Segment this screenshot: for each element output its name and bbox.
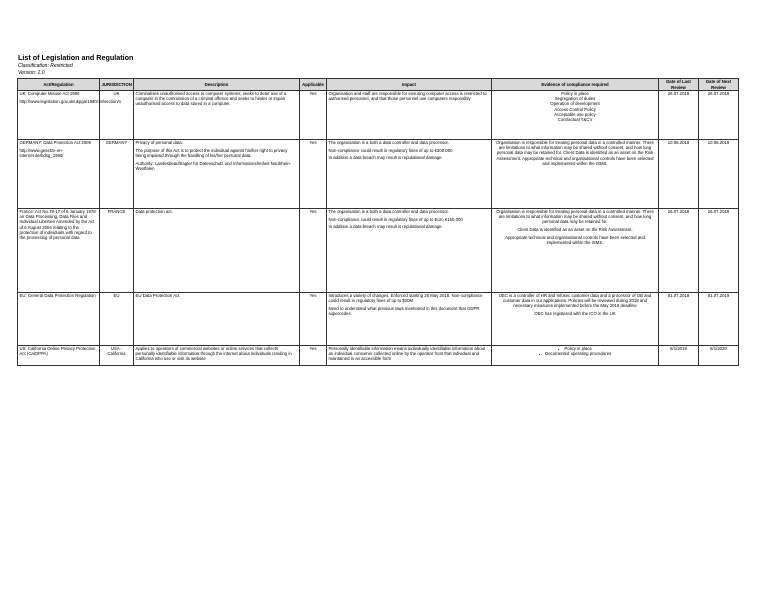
evidence-list bbox=[494, 346, 657, 356]
jurisdiction-cell: USA - California bbox=[100, 346, 134, 366]
version-label: Version: 1.0 bbox=[18, 70, 45, 76]
next-review-cell: 01.07.2019 bbox=[699, 293, 739, 346]
act-cell: EU: General Data Protection Regulation bbox=[18, 293, 100, 346]
last-review-cell: 26.07.2018 bbox=[659, 209, 699, 293]
header-row bbox=[18, 79, 739, 91]
last-review-cell: 6/1/2019 bbox=[659, 346, 699, 366]
evidence-cell bbox=[492, 346, 659, 366]
description-cell: Criminalises unauthorised access to computer systems; seeks to deter use of a computer in the commission of a criminal offence and seeks to hinder or impair unauthorised access to data stored in a computer. bbox=[134, 91, 300, 140]
legislation-table bbox=[17, 78, 739, 366]
applicable-cell: Yes bbox=[300, 346, 327, 366]
last-review-cell: 26.07.2018 bbox=[659, 91, 699, 140]
document-title: List of Legislation and Regulation bbox=[18, 53, 134, 62]
evidence-cell: Organisation is responsible for treating personal data in a controlled manner. There are limitations to what information may be shared without consent, and how long personal data may be retained for. Client Data is identified as an asset on the Risk Assessment. Appropriate technical and organisational controls have been selected and implemented within the ISMS. bbox=[492, 209, 659, 293]
impact-cell: Personally identifiable information means individually identifiable information about an individual consumer collected online by the operator from that individual and maintained in an accessible form bbox=[327, 346, 492, 366]
next-review-cell: 26.07.2019 bbox=[699, 209, 739, 293]
list-item: • Documented operating procedures bbox=[494, 351, 657, 356]
jurisdiction-cell: GERMANY bbox=[100, 140, 134, 209]
table-row bbox=[18, 91, 739, 140]
description-cell: Privacy of personal data. The purpose of this Act is to protect the individual against his/her right to privacy being impaired through the handling of his/her personal data. Authority: Landesbeauftragter für Datenschutz und Informationsfreiheit Nordrhein-Westfalen bbox=[134, 140, 300, 209]
act-cell: GERMANY: Data Protection Act 2009 http://www.gesetze-im-internet.de/bdsg_1990/ bbox=[18, 140, 100, 209]
evidence-cell: Organisation is responsible for treating personal data in a controlled manner. There are limitations to what information may be shared without consent, and how long personal data may be retained for. Client Data is identified as an asset on the Risk Assessment. Appropriate technical and organisational controls have been selected and implemented within the ISMS. bbox=[492, 140, 659, 209]
col-header-applicable: Applicable bbox=[300, 79, 327, 91]
col-header-act: Act/Regulation bbox=[18, 79, 100, 91]
table-row bbox=[18, 140, 739, 209]
col-header-last-review: Date of Last Review bbox=[659, 79, 699, 91]
impact-cell: Organisation and staff are responsible for ensuring computer access is restricted to authorised personnel, and that those personnel use computers responsibly bbox=[327, 91, 492, 140]
table-row bbox=[18, 209, 739, 293]
act-link[interactable]: http://www.legislation.gov.uk/ukpga/1990/18/section/1 bbox=[19, 98, 122, 104]
impact-cell: Introduces a variety of changes. Enforced starting 25 May 2018. Non-compliance could result in regulatory fines of up to $20M Need to understand what previous laws mentioned in this document that GDPR supercedes bbox=[327, 293, 492, 346]
description-cell: EU Data Protection Act bbox=[134, 293, 300, 346]
next-review-cell: 26.07.2019 bbox=[699, 91, 739, 140]
applicable-cell: Yes bbox=[300, 140, 327, 209]
list-item: • Policy in place bbox=[494, 346, 657, 351]
evidence-cell: OEC is a controller of HR and Infosec customer data and a processor of OB and customer data in our applications. Policies will be reviewed during 2018 and necessary measures implemented before the May 2019 deadline OEC has registered with the ICO in the UK bbox=[492, 293, 659, 346]
next-review-cell: 6/1/2020 bbox=[699, 346, 739, 366]
col-header-jurisdiction: JURISDICTION bbox=[100, 79, 134, 91]
col-header-evidence: Evidence of compliance required bbox=[492, 79, 659, 91]
jurisdiction-cell: FRANCE bbox=[100, 209, 134, 293]
col-header-next-review: Date of Next Review bbox=[699, 79, 739, 91]
impact-cell: The organisation is a both a data controller and data processor. Non-compliance could result in regulatory fines of up to €300.000 In addition a data breach may result is reputational damage. bbox=[327, 140, 492, 209]
act-cell: UK: Computer Misuse Act 1990 http://www.legislation.gov.uk/ukpga/1990/18/section/1 bbox=[18, 91, 100, 140]
table-row bbox=[18, 346, 739, 366]
next-review-cell: 10.08.2019 bbox=[699, 140, 739, 209]
last-review-cell: 10.08.2018 bbox=[659, 140, 699, 209]
table-row bbox=[18, 293, 739, 346]
jurisdiction-cell: UK bbox=[100, 91, 134, 140]
applicable-cell: Yes bbox=[300, 209, 327, 293]
last-review-cell: 01.07.2018 bbox=[659, 293, 699, 346]
jurisdiction-cell: EU bbox=[100, 293, 134, 346]
col-header-impact: Impact bbox=[327, 79, 492, 91]
impact-cell: The organisation is a both a data controller and data processor. Non-compliance could result in regulatory fines of up to Euro €150.000 In addition a data breach may result is reputational damage. bbox=[327, 209, 492, 293]
classification-label: Classification: Restricted bbox=[18, 63, 73, 69]
act-cell: US: California Online Privacy Protection Act (CalOPPA) bbox=[18, 346, 100, 366]
evidence-cell: Policy in place Segregation of duties Operation of development Access Control Policy Acceptable use policy Contractual T&C's bbox=[492, 91, 659, 140]
description-cell: Applies to operators of commercial websites or online services that collects personally identifiable information through the internet about individuals residing in California who use or visit its website bbox=[134, 346, 300, 366]
applicable-cell: Yes bbox=[300, 293, 327, 346]
applicable-cell: Yes bbox=[300, 91, 327, 140]
act-link[interactable]: http://www.gesetze-im-internet.de/bdsg_1990/ bbox=[19, 147, 64, 158]
col-header-description: Description bbox=[134, 79, 300, 91]
description-cell: Data protection act. bbox=[134, 209, 300, 293]
act-cell: France: Act No.78-17 of 6 January 1978 on Data Processing, Data Files and Individual Liberties Amended by the Act of 6 August 2004 relating to the protection of individuals with regard to the processing of personal data bbox=[18, 209, 100, 293]
